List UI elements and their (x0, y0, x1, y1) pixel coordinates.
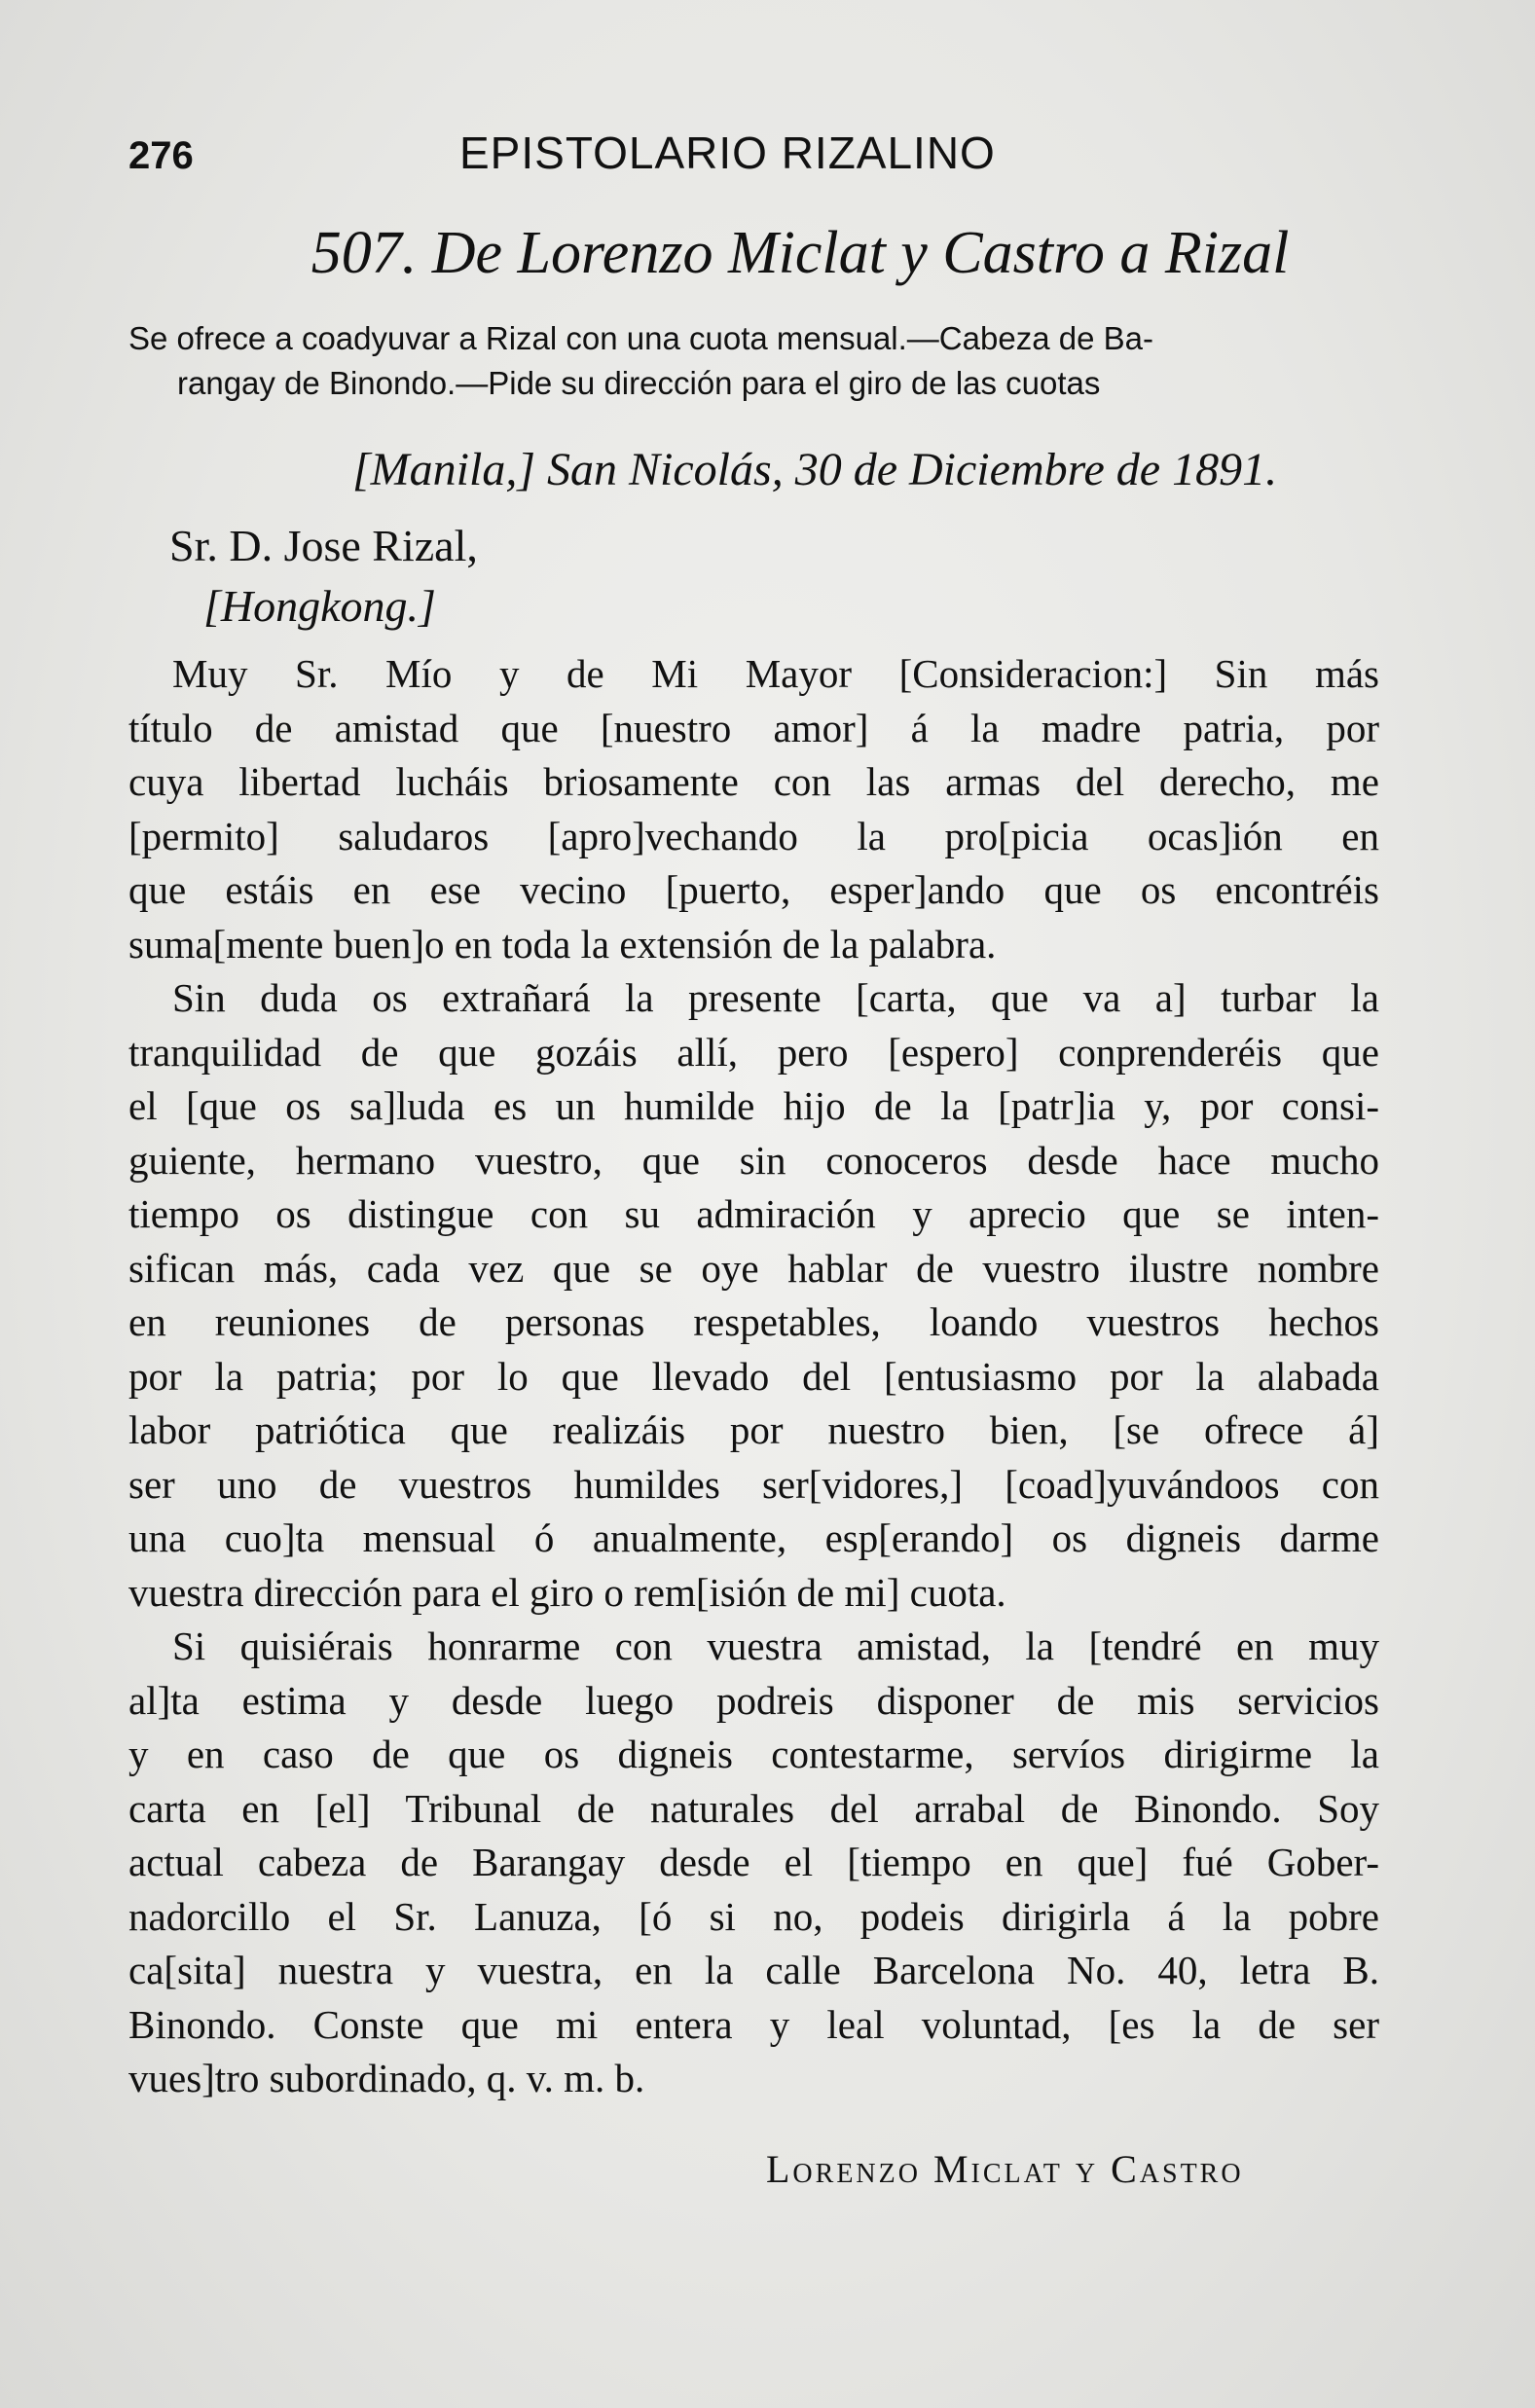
document-page (128, 117, 1384, 2355)
text-line: en reuniones de personas respetables, loando vuestros hechos (128, 1299, 1379, 1344)
summary-line: rangay de Binondo.—Pide su dirección para el giro de las cuotas (177, 365, 1101, 401)
text-line: título de amistad que [nuestro amor] á la madre patria, por (128, 705, 1379, 750)
text-line: tiempo os distingue con su admiración y aprecio que se inten- (128, 1191, 1379, 1236)
text-line: labor patriótica que realizáis por nuestro bien, [se ofrece á] (128, 1407, 1379, 1452)
paragraph (128, 1620, 1379, 2106)
text-line: ca[sita] nuestra y vuestra, en la calle Barcelona No. 40, letra B. (128, 1948, 1379, 1992)
text-line: el [que os sa]luda es un humilde hijo de la [patr]ia y, por consi- (128, 1083, 1379, 1128)
recipient-name: Sr. D. Jose Rizal, (169, 521, 478, 570)
text-line: carta en [el] Tribunal de naturales del arrabal de Binondo. Soy (128, 1785, 1379, 1831)
letter-body (128, 647, 1379, 2106)
text-line: vuestra dirección para el giro o rem[isión de mi] cuota. (128, 1569, 1006, 1615)
summary-line: Se ofrece a coadyuvar a Rizal con una cuota mensual.—Cabeza de Ba- (128, 320, 1153, 356)
text-line: ser uno de vuestros humildes ser[vidores,] [coad]yuvándoos con (128, 1461, 1379, 1507)
text-line: Muy Sr. Mío y de Mi Mayor [Consideracion:] Sin más (172, 651, 1379, 696)
text-line: tranquilidad de que gozáis allí, pero [espero] conprenderéis que (128, 1029, 1379, 1075)
text-line: una cuo]ta mensual ó anualmente, esp[erando] os digneis darme (128, 1515, 1379, 1560)
paragraph (128, 647, 1379, 971)
text-line: Si quisiérais honrarme con vuestra amistad, la [tendré en muy (172, 1624, 1379, 1668)
paragraph (128, 971, 1379, 1620)
text-line: suma[mente buen]o en toda la extensión de la palabra. (128, 921, 997, 967)
text-line: y en caso de que os digneis contestarme, servíos dirigirme la (128, 1732, 1379, 1776)
text-line: por la patria; por lo que llevado del [entusiasmo por la alabada (128, 1353, 1379, 1399)
signature: Lorenzo Miclat y Castro (766, 2147, 1244, 2191)
letter-title: 507. De Lorenzo Miclat y Castro a Rizal (311, 220, 1290, 286)
text-line: cuya libertad lucháis briosamente con las armas del derecho, me (128, 759, 1379, 804)
text-line: al]ta estima y desde luego podreis disponer de mis servicios (128, 1677, 1379, 1723)
dateline: [Manila,] San Nicolás, 30 de Diciembre de 1891. (352, 444, 1278, 495)
text-line: vues]tro subordinado, q. v. m. b. (128, 2056, 645, 2100)
running-head (128, 127, 1384, 185)
text-line: actual cabeza de Barangay desde el [tiempo en que] fué Gober- (128, 1840, 1379, 1884)
running-title: EPISTOLARIO RIZALINO (459, 128, 996, 178)
text-line: que estáis en ese vecino [puerto, esper]ando que os encontréis (128, 867, 1379, 912)
text-line: guiente, hermano vuestro, que sin conoceros desde hace mucho (128, 1137, 1379, 1183)
text-line: Sin duda os extrañará la presente [carta, que va a] turbar la (172, 975, 1379, 1020)
letter-summary (128, 316, 1370, 406)
recipient-place: [Hongkong.] (203, 581, 436, 631)
text-line: sifican más, cada vez que se oye hablar de vuestro ilustre nombre (128, 1245, 1379, 1291)
text-line: nadorcillo el Sr. Lanuza, [ó si no, podeis dirigirla á la pobre (128, 1893, 1379, 1939)
text-line: Binondo. Conste que mi entera y leal voluntad, [es la de ser (128, 2001, 1379, 2047)
text-line: [permito] saludaros [apro]vechando la pro[picia ocas]ión en (128, 813, 1379, 858)
salutation (169, 516, 478, 637)
page-number: 276 (128, 134, 194, 177)
